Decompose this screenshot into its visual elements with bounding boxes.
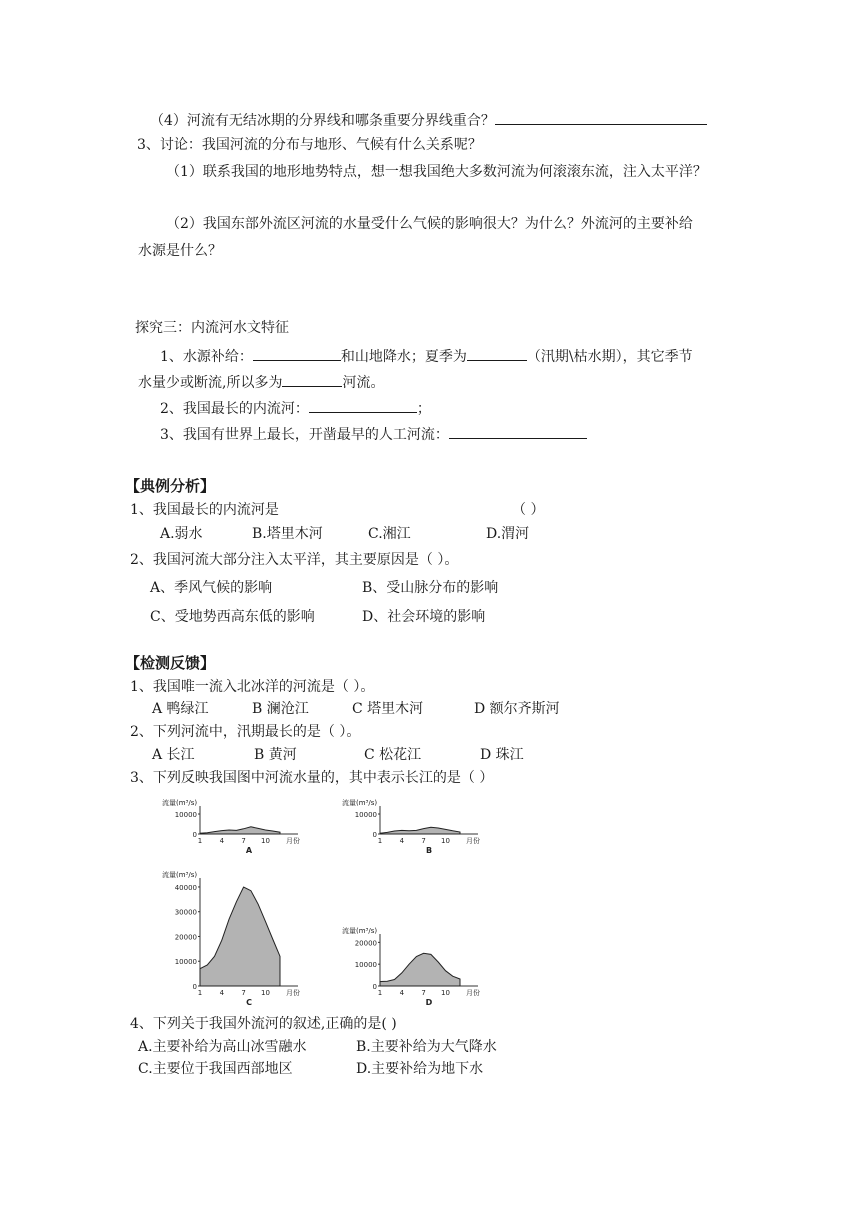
y-tick-label: 20000 — [354, 939, 377, 948]
feedback-q1: 1、我国唯一流入北冰洋的河流是（ ）。 — [130, 679, 375, 695]
explore3-line1: 1、水源补给： 和山地降水；夏季为 （汛期\枯水期），其它季节 — [160, 346, 693, 367]
y-tick-label: 20000 — [174, 933, 197, 942]
y-tick-label: 30000 — [174, 908, 197, 917]
y-tick-label: 10000 — [174, 958, 197, 967]
option-a[interactable]: A 鸭绿江 — [152, 701, 209, 717]
y-axis-label: 流量(m³/s) — [342, 799, 378, 807]
y-tick-label: 0 — [372, 831, 377, 839]
option-b[interactable]: B 黄河 — [254, 747, 297, 763]
example-heading: 【典例分析】 — [125, 477, 216, 495]
discussion-q1: （1）联系我国的地形地势特点，想一想我国绝大多数河流为何滚滚东流，注入太平洋？ — [166, 164, 707, 180]
example-q2-option-c[interactable]: C、受地势西高东低的影响 — [150, 609, 315, 625]
answer-blank[interactable] — [495, 110, 707, 125]
y-tick-label: 40000 — [174, 883, 197, 892]
hydrograph-d — [340, 924, 490, 1012]
option-c[interactable]: C.湘江 — [368, 526, 411, 542]
hydrograph-a-svg — [160, 796, 310, 856]
y-tick-label: 0 — [192, 831, 197, 839]
flow-area — [380, 827, 460, 834]
hydrograph-a — [160, 796, 310, 860]
example-q2-option-a[interactable]: A、季风气候的影响 — [150, 580, 273, 596]
y-tick-label: 10000 — [174, 811, 197, 819]
example-q1-options — [160, 524, 529, 544]
option-a[interactable]: A 长江 — [152, 747, 195, 763]
option-c[interactable]: C 塔里木河 — [352, 701, 424, 717]
x-tick-label: 1 — [377, 837, 383, 845]
feedback-q1-options — [152, 699, 560, 719]
chart-label: B — [425, 846, 433, 855]
feedback-q4-option-c[interactable]: C.主要位于我国西部地区 — [138, 1061, 293, 1077]
feedback-q4: 4、下列关于我国外流河的叙述,正确的是( ) — [130, 1016, 397, 1032]
y-axis-label: 流量(m³/s) — [162, 799, 198, 807]
flow-area — [200, 827, 280, 834]
x-axis-label: 月份 — [466, 837, 480, 845]
option-b[interactable]: B.塔里木河 — [252, 526, 323, 542]
y-axis-label: 流量(m³/s) — [342, 927, 378, 935]
chart-label: C — [246, 998, 252, 1007]
example-q2: 2、我国河流大部分注入太平洋，其主要原因是（ ）。 — [130, 552, 459, 568]
x-tick-label: 1 — [197, 837, 203, 845]
feedback-heading: 【检测反馈】 — [125, 654, 216, 672]
discussion-q2-line2: 水源是什么？ — [138, 243, 222, 259]
hydrograph-d-svg — [340, 924, 490, 1008]
example-q2-option-b[interactable]: B、受山脉分布的影响 — [362, 580, 499, 596]
explore3-title: 探究三：内流河水文特征 — [135, 320, 289, 336]
y-tick-label: 10000 — [354, 811, 377, 819]
feedback-q4-option-b[interactable]: B.主要补给为大气降水 — [356, 1039, 497, 1055]
option-c[interactable]: C 松花江 — [364, 747, 422, 763]
feedback-q3: 3、下列反映我国图中河流水量的，其中表示长江的是（ ） — [130, 770, 494, 786]
answer-paren[interactable]: （ ） — [512, 502, 545, 518]
x-tick-label: 4 — [219, 837, 225, 845]
explore3-line1b: 水量少或断流,所以多为 河流。 — [138, 372, 384, 393]
x-tick-label: 10 — [440, 989, 450, 997]
option-d[interactable]: D.渭河 — [486, 526, 530, 542]
discussion-title: 3、讨论：我国河流的分布与地形、气候有什么关系呢？ — [137, 137, 482, 153]
answer-blank[interactable] — [282, 372, 342, 387]
x-tick-label: 10 — [260, 837, 270, 845]
discussion-q2-line1: （2）我国东部外流区河流的水量受什么气候的影响很大？为什么？外流河的主要补给 — [166, 216, 693, 232]
option-a[interactable]: A.弱水 — [160, 526, 203, 542]
hydrograph-c-svg — [160, 868, 310, 1008]
hydrograph-c — [160, 868, 310, 1012]
feedback-q2: 2、下列河流中，汛期最长的是（ ）。 — [130, 724, 361, 740]
answer-blank[interactable] — [253, 346, 341, 361]
x-tick-label: 10 — [260, 989, 270, 997]
y-tick-label: 0 — [192, 983, 197, 991]
x-tick-label: 7 — [421, 989, 426, 997]
x-tick-label: 4 — [219, 989, 225, 997]
x-tick-label: 4 — [399, 837, 405, 845]
hydrograph-b-svg — [340, 796, 490, 856]
example-q2-option-d[interactable]: D、社会环境的影响 — [362, 609, 486, 625]
answer-blank[interactable] — [449, 424, 587, 439]
x-tick-label: 4 — [399, 989, 405, 997]
x-axis-label: 月份 — [466, 989, 480, 997]
y-axis-label: 流量(m³/s) — [162, 871, 198, 879]
x-tick-label: 1 — [377, 989, 383, 997]
chart-label: A — [245, 846, 253, 855]
x-tick-label: 1 — [197, 989, 203, 997]
x-tick-label: 10 — [440, 837, 450, 845]
y-tick-label: 0 — [372, 983, 377, 991]
explore3-line2: 2、我国最长的内流河： ； — [160, 398, 431, 419]
feedback-q4-option-a[interactable]: A.主要补给为高山冰雪融水 — [138, 1039, 307, 1055]
x-tick-label: 7 — [421, 837, 426, 845]
x-axis-label: 月份 — [286, 837, 300, 845]
option-d[interactable]: D 珠江 — [480, 747, 524, 763]
explore3-line3: 3、我国有世界上最长，开凿最早的人工河流： — [160, 424, 587, 445]
option-b[interactable]: B 澜沧江 — [252, 701, 309, 717]
flow-area — [200, 887, 280, 986]
flow-area — [380, 953, 460, 986]
question-4: （4）河流有无结冰期的分界线和哪条重要分界线重合？ — [150, 110, 707, 131]
x-axis-label: 月份 — [286, 989, 300, 997]
option-d[interactable]: D 额尔齐斯河 — [474, 701, 560, 717]
x-tick-label: 7 — [241, 837, 246, 845]
hydrograph-b — [340, 796, 490, 860]
y-tick-label: 10000 — [354, 961, 377, 970]
feedback-q4-option-d[interactable]: D.主要补给为地下水 — [356, 1061, 484, 1077]
x-tick-label: 7 — [241, 989, 246, 997]
example-q1: 1、我国最长的内流河是 — [130, 502, 279, 518]
answer-blank[interactable] — [309, 398, 417, 413]
feedback-q2-options — [152, 745, 524, 765]
answer-blank[interactable] — [467, 346, 527, 361]
chart-label: D — [425, 998, 433, 1007]
